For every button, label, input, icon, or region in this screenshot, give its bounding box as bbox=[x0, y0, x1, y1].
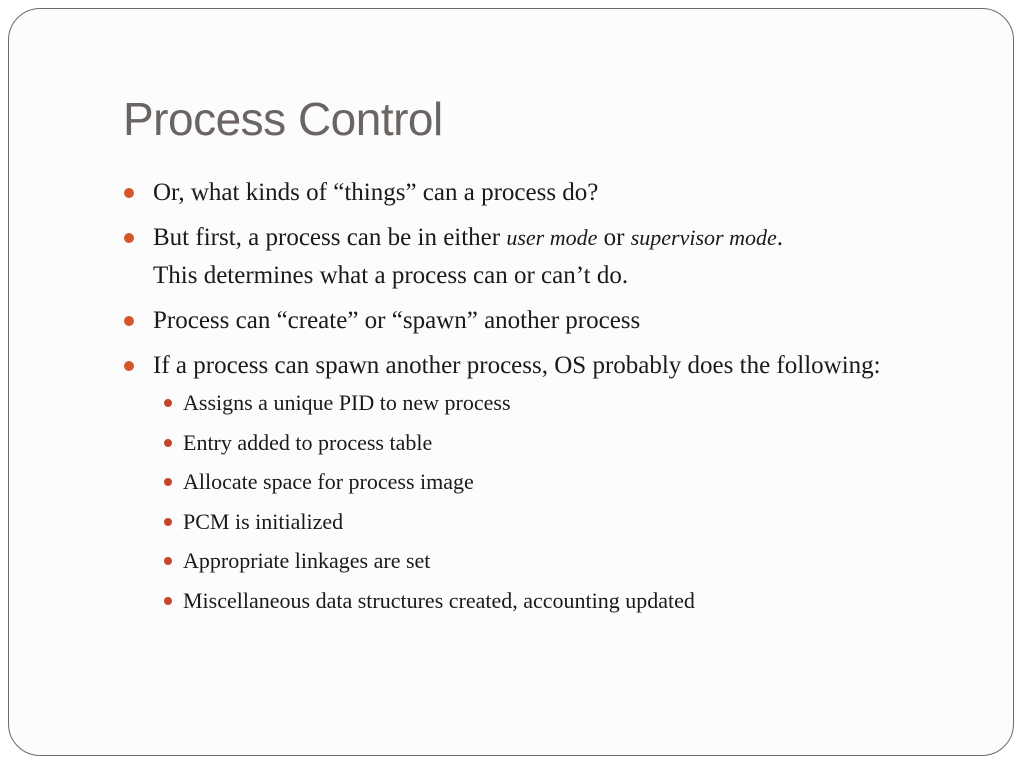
bullet-item-1 bbox=[123, 174, 943, 212]
bullet-dot-icon bbox=[124, 316, 134, 326]
sub-bullet-text: Entry added to process table bbox=[183, 429, 433, 455]
bullet-text-line2: This determines what a process can or can’t do. bbox=[153, 262, 629, 289]
slide-frame bbox=[8, 8, 1014, 756]
bullet-item-4 bbox=[123, 347, 943, 617]
sub-bullet-text: Assigns a unique PID to new process bbox=[183, 390, 511, 415]
bullet-text-part: . bbox=[776, 224, 784, 251]
sub-bullet-item bbox=[153, 545, 943, 577]
sub-bullet-item bbox=[153, 506, 943, 538]
bullet-text: Or, what kinds of “things” can a process do? bbox=[153, 179, 599, 206]
sub-bullet-item bbox=[153, 427, 943, 459]
slide-title: Process Control bbox=[123, 93, 443, 145]
slide-content bbox=[123, 174, 943, 624]
bullet-text: If a process can spawn another process, OS probably does the following: bbox=[153, 352, 881, 379]
sub-bullet-text: PCM is initialized bbox=[183, 508, 344, 534]
bullet-emphasis-user-mode: user mode bbox=[506, 225, 598, 250]
bullet-text: Process can “create” or “spawn” another process bbox=[153, 307, 641, 334]
bullet-item-2 bbox=[123, 219, 943, 295]
bullet-dot-icon bbox=[124, 233, 134, 243]
sub-bullet-dot-icon bbox=[164, 399, 172, 407]
bullet-item-3 bbox=[123, 302, 943, 340]
bullet-text-part: But first, a process can be in either bbox=[153, 224, 507, 251]
bullet-dot-icon bbox=[124, 188, 134, 198]
bullet-dot-icon bbox=[124, 361, 134, 371]
sub-bullet-item bbox=[153, 585, 943, 617]
bullet-emphasis-supervisor-mode: supervisor mode bbox=[630, 225, 777, 250]
sub-bullet-item bbox=[153, 466, 943, 498]
sub-bullet-dot-icon bbox=[164, 439, 172, 447]
sub-bullet-list bbox=[153, 387, 943, 617]
sub-bullet-dot-icon bbox=[164, 557, 172, 565]
bullet-text-part: or bbox=[597, 224, 631, 251]
sub-bullet-dot-icon bbox=[164, 478, 172, 486]
sub-bullet-item bbox=[153, 387, 943, 419]
sub-bullet-dot-icon bbox=[164, 597, 172, 605]
sub-bullet-text: Miscellaneous data structures created, accounting updated bbox=[183, 587, 695, 613]
sub-bullet-dot-icon bbox=[164, 518, 172, 526]
sub-bullet-text: Allocate space for process image bbox=[183, 469, 474, 494]
bullet-list bbox=[123, 174, 943, 617]
sub-bullet-text: Appropriate linkages are set bbox=[183, 548, 431, 573]
